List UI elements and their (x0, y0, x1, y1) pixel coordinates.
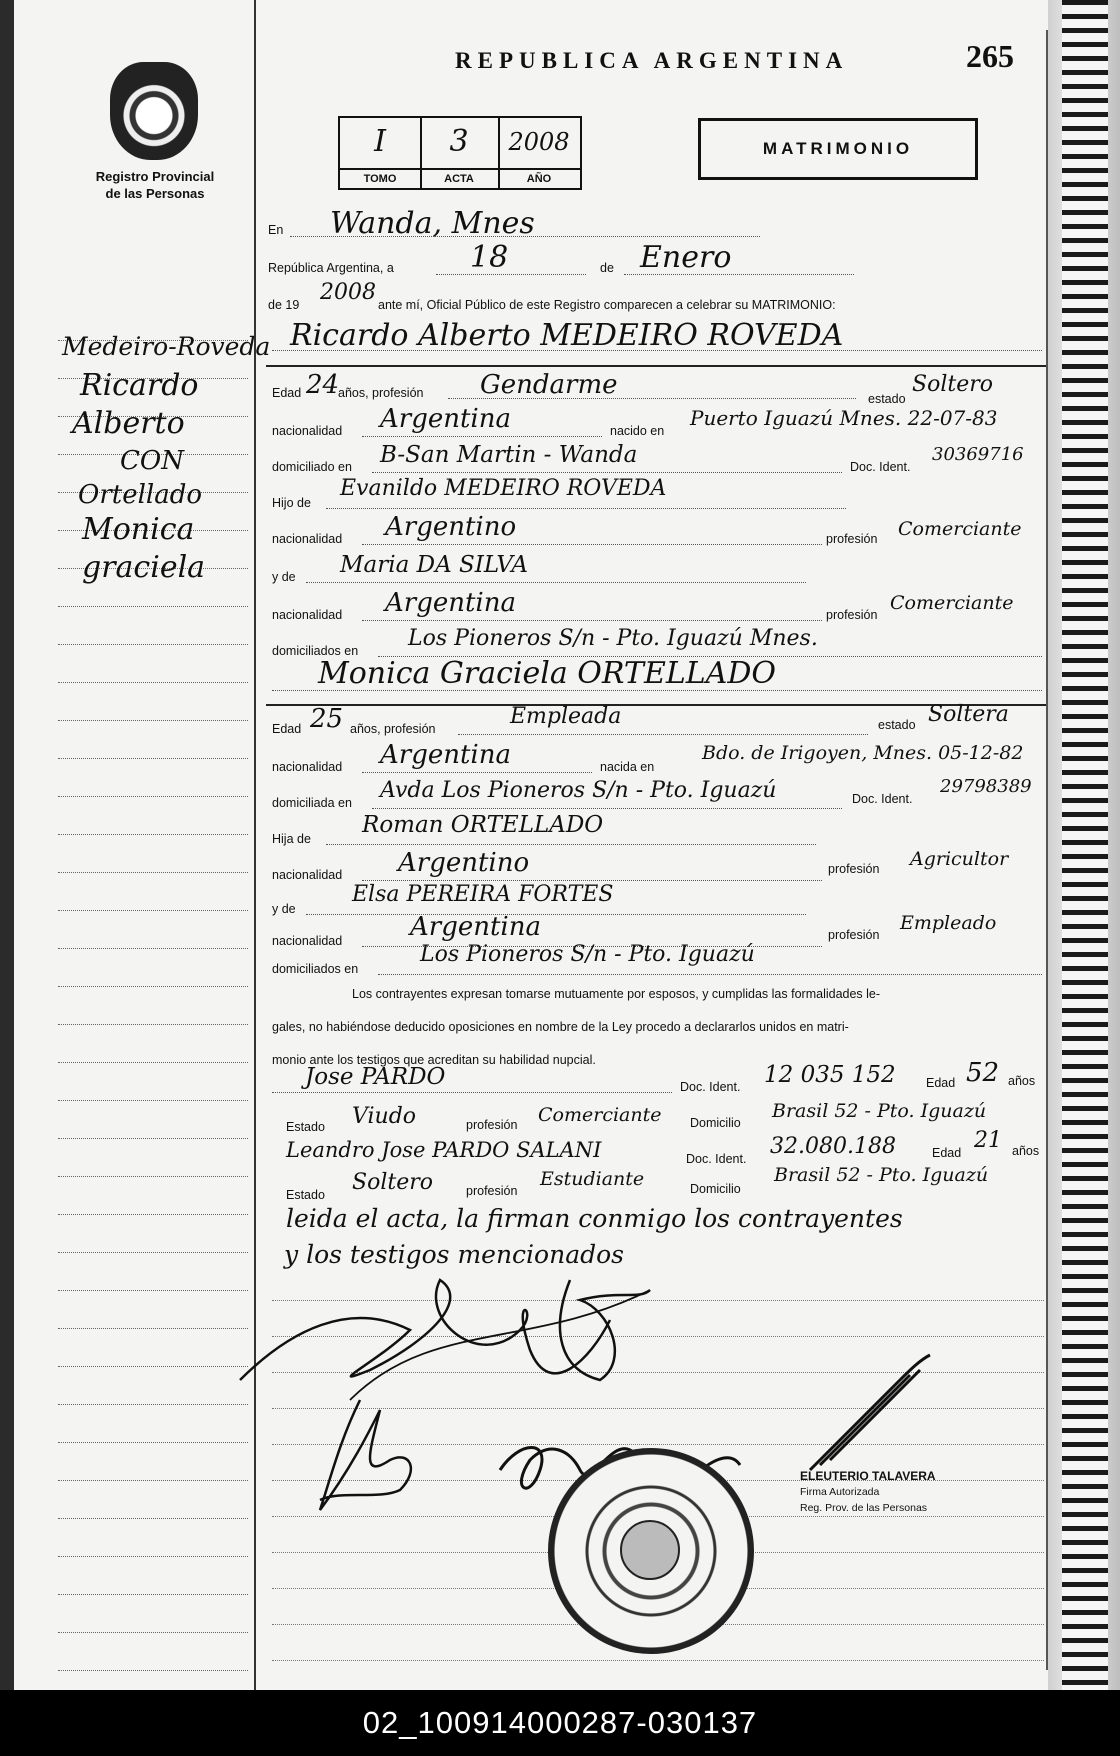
bride-doc-label: Doc. Ident. (852, 792, 913, 806)
witness-1-doc-label: Doc. Ident. (680, 1080, 741, 1094)
witness-1-prof-label: profesión (466, 1118, 518, 1132)
en-label: En (268, 223, 284, 237)
groom-father-nat-label: nacionalidad (272, 532, 343, 546)
bride-address: Avda Los Pioneros S/n - Pto. Iguazú (380, 778, 777, 803)
groom-profession-label: años, profesión (338, 386, 424, 400)
witness-1-age-label: Edad (926, 1076, 956, 1090)
margin-ruled-line (58, 1328, 248, 1329)
groom-father-prof-label: profesión (826, 532, 878, 546)
margin-ruled-line (58, 1290, 248, 1291)
registry-line-2: de las Personas (105, 186, 205, 201)
groom-mother-nat-label: nacionalidad (272, 608, 343, 622)
witness-2-name: Leandro Jose PARDO SALANI (286, 1138, 602, 1162)
page-number: 265 (966, 38, 1014, 74)
witness-1-profession: Comerciante (538, 1104, 662, 1126)
groom-birthplace: Puerto Iguazú Mnes. 22-07-83 (690, 406, 998, 430)
bride-profession-label: años, profesión (350, 722, 436, 736)
margin-ruled-line (58, 1632, 248, 1633)
acta-label: ACTA (420, 168, 498, 188)
margin-ruled-line (58, 1138, 248, 1139)
witness-1-anos-label: años (1008, 1074, 1036, 1088)
stamp-emblem-icon (620, 1520, 680, 1580)
margin-ruled-line (58, 644, 248, 645)
witness-1-age: 52 (966, 1058, 1000, 1088)
bride-mother-prof: Empleado (900, 912, 997, 934)
witness-2-anos-label: años (1012, 1144, 1040, 1158)
witness-1-address: Brasil 52 - Pto. Iguazú (772, 1100, 987, 1122)
groom-father-prof: Comerciante (898, 518, 1022, 540)
witness-1-status: Viudo (352, 1104, 417, 1129)
declaration-line: gales, no habiéndose deducido oposiciones en nombre de la Ley procedo a declararlos unidos en matri- (272, 1020, 849, 1034)
de-label: de (600, 261, 614, 275)
margin-ruled-line (58, 948, 248, 949)
bride-profession: Empleada (510, 704, 622, 729)
margin-ruled-line (58, 1176, 248, 1177)
margin-ruled-line (58, 796, 248, 797)
marriage-day: 18 (470, 240, 509, 275)
margin-divider (254, 0, 256, 1690)
registry-name (80, 168, 230, 202)
province-seal-icon (110, 62, 198, 160)
bride-age: 25 (310, 704, 344, 734)
bride-birthplace: Bdo. de Irigoyen, Mnes. 05-12-82 (702, 742, 1024, 764)
margin-note-line: Monica (82, 512, 195, 547)
margin-ruled-line (58, 986, 248, 987)
groom-status-label: estado (868, 392, 906, 406)
groom-father-nat: Argentino (385, 512, 517, 542)
closing-line: leida el acta, la firman conmigo los contrayentes (286, 1204, 903, 1233)
right-border-line (1046, 30, 1048, 1670)
groom-mother-label: y de (272, 570, 296, 584)
bride-status: Soltera (928, 702, 1009, 727)
margin-ruled-line (58, 720, 248, 721)
ano-label: AÑO (498, 168, 580, 188)
groom-parents-address-label: domiciliados en (272, 644, 359, 658)
margin-ruled-line (58, 834, 248, 835)
margin-note-line: Ricardo (80, 368, 199, 403)
groom-parents-address: Los Pioneros S/n - Pto. Iguazú Mnes. (408, 626, 818, 651)
marriage-month: Enero (640, 240, 732, 275)
tomo-value: I (374, 124, 386, 159)
registry-line-1: Registro Provincial (95, 169, 215, 184)
margin-ruled-line (58, 1100, 248, 1101)
marriage-year: 2008 (320, 280, 376, 305)
record-number-box (338, 116, 582, 190)
margin-ruled-line (58, 910, 248, 911)
footer-code: 02_100914000287-030137 (0, 1690, 1120, 1756)
official-signature-block (800, 1468, 936, 1516)
bride-mother-nat-label: nacionalidad (272, 934, 343, 948)
groom-profession: Gendarme (480, 370, 618, 400)
groom-birthplace-label: nacido en (610, 424, 665, 438)
groom-age: 24 (306, 370, 340, 400)
groom-father: Evanildo MEDEIRO ROVEDA (340, 476, 667, 501)
marriage-place: Wanda, Mnes (330, 206, 535, 241)
country-title: REPUBLICA ARGENTINA (455, 48, 849, 73)
witness-1-name: Jose PARDO (305, 1064, 446, 1090)
margin-ruled-line (58, 1594, 248, 1595)
bride-birthplace-label: nacida en (600, 760, 655, 774)
intro-text: ante mí, Oficial Público de este Registro comparecen a celebrar su MATRIMONIO: (378, 298, 836, 312)
act-type-box: MATRIMONIO (698, 118, 978, 180)
declaration-line: Los contrayentes expresan tomarse mutuamente por esposos, y cumplidas las formalidades le- (352, 987, 881, 1001)
margin-note-line: graciela (82, 550, 206, 585)
margin-ruled-line (58, 1214, 248, 1215)
bride-nationality-label: nacionalidad (272, 760, 343, 774)
margin-ruled-line (58, 1062, 248, 1063)
margin-note-line: Alberto (72, 406, 185, 441)
bride-mother-nat: Argentina (410, 912, 541, 942)
bride-father-nat-label: nacionalidad (272, 868, 343, 882)
groom-doc-label: Doc. Ident. (850, 460, 911, 474)
bride-nationality: Argentina (380, 740, 511, 770)
witness-1-status-label: Estado (286, 1120, 325, 1134)
margin-ruled-line (58, 1252, 248, 1253)
margin-ruled-line (58, 1024, 248, 1025)
margin-ruled-line (58, 1404, 248, 1405)
bride-father: Roman ORTELLADO (362, 812, 604, 838)
bride-address-label: domiciliada en (272, 796, 352, 810)
ano-value: 2008 (508, 128, 570, 156)
margin-ruled-line (58, 1366, 248, 1367)
margin-note-line: Medeiro-Roveda (62, 332, 271, 361)
groom-name: Ricardo Alberto MEDEIRO ROVEDA (290, 318, 844, 353)
witness-2-prof-label: profesión (466, 1184, 518, 1198)
bride-father-nat: Argentino (398, 848, 530, 878)
tomo-cell (340, 118, 422, 188)
witness-2-address: Brasil 52 - Pto. Iguazú (774, 1164, 989, 1186)
tomo-label: TOMO (340, 168, 420, 188)
bride-mother: Elsa PEREIRA FORTES (352, 882, 614, 907)
groom-address: B-San Martin - Wanda (380, 442, 638, 468)
bride-father-label: Hija de (272, 832, 311, 846)
margin-ruled-line (58, 1480, 248, 1481)
witness-2-doc-label: Doc. Ident. (686, 1152, 747, 1166)
groom-nationality-label: nacionalidad (272, 424, 343, 438)
acta-value: 3 (449, 124, 469, 159)
witness-2-age-label: Edad (932, 1146, 962, 1160)
groom-doc: 30369716 (932, 444, 1024, 465)
bride-father-prof-label: profesión (828, 862, 880, 876)
republica-label: República Argentina, a (268, 261, 394, 275)
bride-parents-address-label: domiciliados en (272, 962, 359, 976)
margin-ruled-line (58, 1518, 248, 1519)
groom-father-label: Hijo de (272, 496, 311, 510)
official-name: ELEUTERIO TALAVERA (800, 1469, 936, 1483)
bride-father-prof: Agricultor (910, 848, 1009, 870)
groom-address-label: domiciliado en (272, 460, 352, 474)
groom-age-label: Edad (272, 386, 302, 400)
closing-line: y los testigos mencionados (284, 1240, 624, 1269)
margin-ruled-line (58, 1442, 248, 1443)
groom-mother-nat: Argentina (385, 588, 516, 618)
declaration (272, 978, 1050, 1077)
witness-2-status-label: Estado (286, 1188, 325, 1202)
bride-mother-label: y de (272, 902, 296, 916)
binding-edge (0, 0, 14, 1690)
witness-2-age: 21 (974, 1128, 1002, 1153)
groom-mother-prof: Comerciante (890, 592, 1014, 614)
margin-ruled-line (58, 1670, 248, 1671)
margin-ruled-line (58, 758, 248, 759)
witness-2-status: Soltero (352, 1170, 433, 1195)
margin-note-line: Ortellado (78, 480, 203, 510)
official-office: Reg. Prov. de las Personas (800, 1502, 928, 1514)
margin-ruled-line (58, 872, 248, 873)
signature-official-icon (800, 1350, 940, 1480)
bride-age-label: Edad (272, 722, 302, 736)
official-title: Firma Autorizada (800, 1486, 880, 1498)
acta-cell (420, 118, 500, 188)
margin-note-line: CON (120, 446, 184, 476)
witness-2-address-label: Domicilio (690, 1182, 741, 1196)
groom-status: Soltero (912, 372, 993, 397)
binding-rings (1062, 0, 1108, 1690)
witness-1-address-label: Domicilio (690, 1116, 741, 1130)
bride-mother-prof-label: profesión (828, 928, 880, 942)
body-ruled-line (272, 1660, 1044, 1661)
bride-parents-address: Los Pioneros S/n - Pto. Iguazú (420, 942, 755, 967)
margin-ruled-line (58, 1556, 248, 1557)
witness-2-doc: 32.080.188 (770, 1134, 896, 1159)
declaration-line: monio ante los testigos que acreditan su habilidad nupcial. (272, 1053, 596, 1067)
margin-ruled-line (58, 682, 248, 683)
witness-2-profession: Estudiante (540, 1168, 645, 1190)
groom-mother-prof-label: profesión (826, 608, 878, 622)
signature-witness-2-icon (300, 1390, 440, 1520)
signature-bride-icon (540, 1270, 660, 1390)
bride-doc: 29798389 (940, 776, 1032, 797)
witness-1-doc: 12 035 152 (764, 1062, 896, 1088)
year-label: de 19 (268, 298, 300, 312)
groom-nationality: Argentina (380, 404, 511, 434)
bride-name: Monica Graciela ORTELLADO (318, 656, 776, 691)
groom-mother: Maria DA SILVA (340, 552, 529, 578)
margin-ruled-line (58, 606, 248, 607)
ano-cell (498, 118, 580, 188)
bride-status-label: estado (878, 718, 916, 732)
